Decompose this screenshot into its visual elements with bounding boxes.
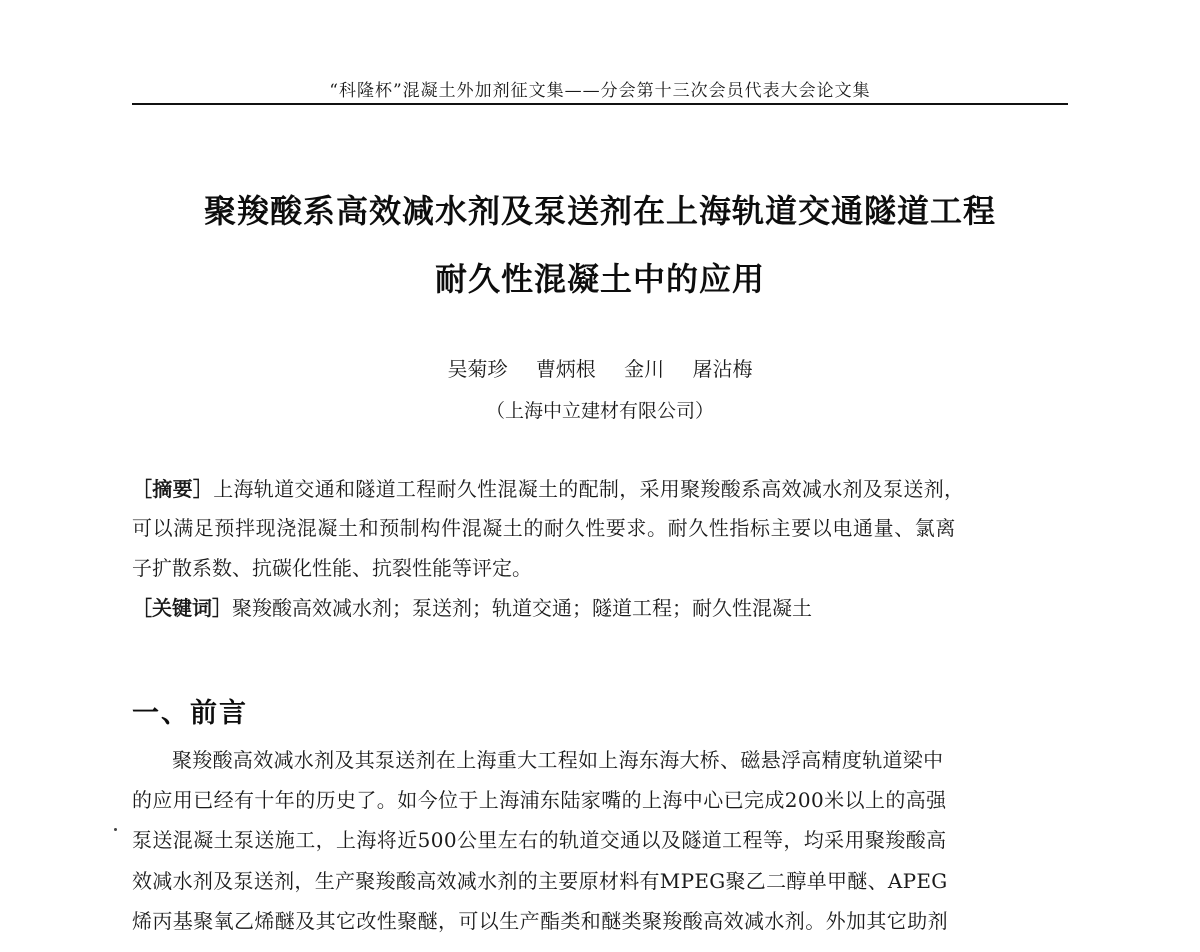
author-name: 曹炳根	[535, 357, 596, 381]
keywords-label: ［关键词］	[132, 596, 232, 620]
author-list	[100, 353, 1100, 382]
keywords-text: 聚羧酸高效减水剂；泵送剂；轨道交通；隧道工程；耐久性混凝土	[232, 596, 812, 620]
paper-title-line-1: 聚羧酸系高效减水剂及泵送剂在上海轨道交通隧道工程	[203, 192, 996, 230]
paper-title-line-2: 耐久性混凝土中的应用	[434, 260, 765, 298]
abstract-line-1	[132, 476, 1068, 502]
author-name: 吴菊珍	[447, 357, 508, 381]
abstract-label: ［摘要］	[132, 477, 214, 501]
header-rule	[132, 103, 1068, 105]
abstract-line-2: 可以满足预拌现浇混凝土和预制构件混凝土的耐久性要求。耐久性指标主要以电通量、氯离	[132, 516, 956, 540]
body-line-1: 聚羧酸高效减水剂及其泵送剂在上海重大工程如上海东海大桥、磁悬浮高精度轨道梁中	[172, 748, 944, 772]
scan-speck	[114, 828, 117, 831]
running-header: “科隆杯”混凝土外加剂征文集——分会第十三次会员代表大会论文集	[329, 81, 871, 101]
body-line-2: 的应用已经有十年的历史了。如今位于上海浦东陆家嘴的上海中心已完成200米以上的高强	[132, 788, 947, 812]
abstract-text: 上海轨道交通和隧道工程耐久性混凝土的配制，采用聚羧酸系高效减水剂及泵送剂，	[213, 477, 965, 501]
body-line-3: 泵送混凝土泵送施工，上海将近500公里左右的轨道交通以及隧道工程等，均采用聚羧酸高	[132, 828, 947, 852]
author-name: 屠沾梅	[692, 357, 753, 381]
abstract-line-3: 子扩散系数、抗碳化性能、抗裂性能等评定。	[132, 556, 532, 580]
body-line-5: 烯丙基聚氧乙烯醚及其它改性聚醚，可以生产酯类和醚类聚羧酸高效减水剂。外加其它助剂	[132, 909, 948, 933]
affiliation: （上海中立建材有限公司）	[485, 400, 714, 422]
section-heading: 一、前言	[132, 698, 248, 729]
body-line-4: 效减水剂及泵送剂，生产聚羧酸高效减水剂的主要原材料有MPEG聚乙二醇单甲醚、APEG	[132, 869, 948, 893]
author-name: 金川	[624, 357, 665, 381]
keywords-line	[132, 595, 1068, 621]
